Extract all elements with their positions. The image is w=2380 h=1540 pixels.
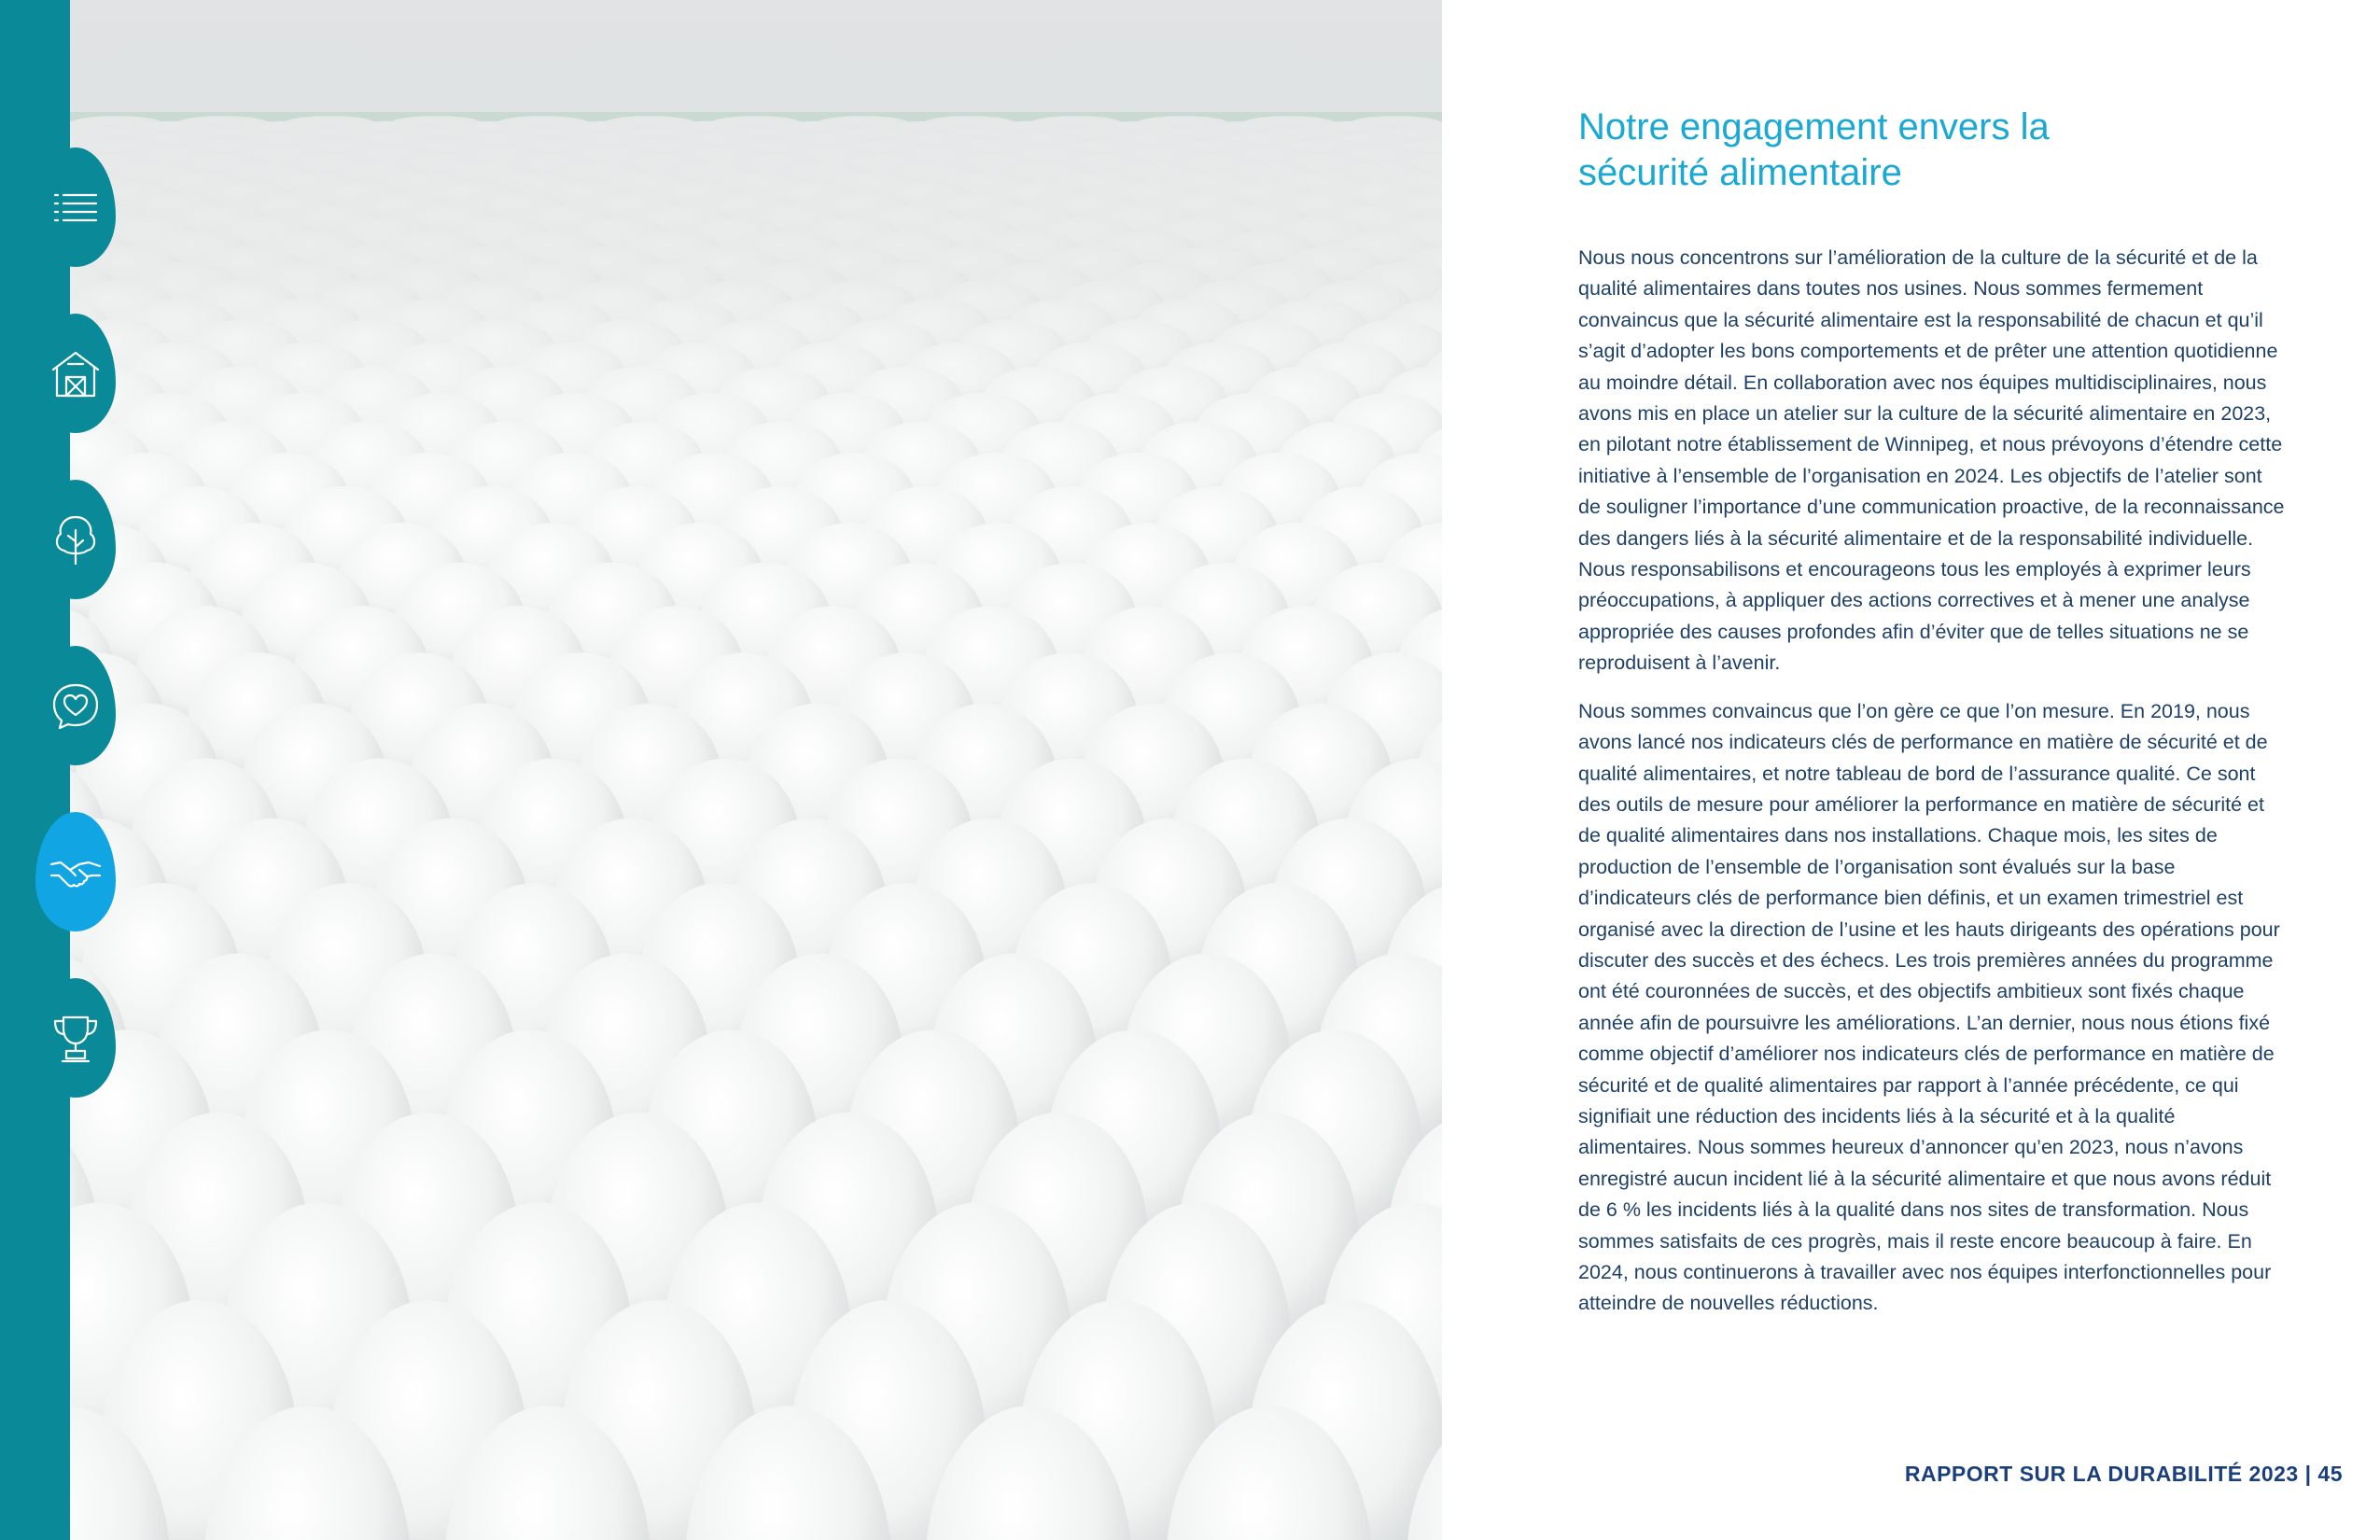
list-icon: [48, 179, 104, 235]
title-line-1: Notre engagement envers la: [1578, 106, 2050, 147]
article: [1578, 105, 2288, 1320]
heart-icon: [48, 678, 104, 734]
handshake-icon: [48, 844, 104, 900]
page-title: [1578, 105, 2288, 196]
report-title: RAPPORT SUR LA DURABILITÉ 2023: [1904, 1462, 2299, 1486]
paragraph-2: Nous sommes convaincus que l’on gère ce que l’on mesure. En 2019, nous avons lancé nos indicateurs clés de performance en matière de sécurité et de qualité alimentaires, et notre tableau de bord de l’assurance qualité. Ce sont des outils de mesure pour améliorer la performance en matière de sécurité et de qualité alimentaires dans nos installations. Chaque mois, les sites de production de l’ensemble de l’organisation sont évalués sur la base d’indicateurs clés de performance bien définis, et un examen trimestriel est organisé avec la direction de l’usine et les hauts dirigeants des opérations pour discuter des succès et des échecs. Les trois premières années du programme ont été couronnées de succès, et des objectifs ambitieux sont fixés chaque année afin de poursuivre les améliorations. L’an dernier, nous nous étions fixé comme objectif d’améliorer nos indicateurs clés de performance en matière de sécurité et de qualité alimentaires par rapport à l’année précédente, ce qui signifiait une réduction des incidents liés à la sécurité et à la qualité alimentaires. Nous sommes heureux d’annoncer qu’en 2023, nous n’avons enregistré aucun incident lié à la sécurité alimentaire et que nous avons réduit de 6 % les incidents liés à la qualité dans nos sites de transformation. Nous sommes satisfaits de ces progrès, mais il reste encore beaucoup à faire. En 2024, nous continuerons à travailler avec nos équipes interfonctionnelles pour atteindre de nouvelles réductions.: [1578, 699, 2280, 1315]
egg-trays-photo: [70, 0, 1442, 1540]
tree-icon: [48, 511, 104, 567]
footer-separator: |: [2304, 1462, 2312, 1486]
barn-icon: [48, 345, 104, 401]
title-line-2: sécurité alimentaire: [1578, 152, 1902, 193]
page-footer: [1905, 1462, 2343, 1487]
trophy-icon: [48, 1010, 104, 1066]
paragraph-1: Nous nous concentrons sur l’amélioration de la culture de la sécurité et de la qualité alimentaires dans toutes nos usines. Nous sommes fermement convaincus que la sécurité alimentaire est la responsabilité de chacun et qu’il s’agit d’adopter les bons comportements et de prêter une attention quotidienne au moindre détail. En collaboration avec nos équipes multidisciplinaires, nous avons mis en place un atelier sur la culture de la sécurité alimentaire en 2023, en pilotant notre établissement de Winnipeg, et nous prévoyons d’étendre cette initiative à l’ensemble de l’organisation en 2024. Les objectifs de l’atelier sont de souligner l’importance d’une communication proactive, de la reconnaissance des dangers liés à la sécurité alimentaire et de la responsabilité individuelle. Nous responsabilisons et encourageons tous les employés à exprimer leurs préoccupations, à appliquer des actions correctives et à mener une analyse appropriée des causes profondes afin d’éviter que de telles situations ne se reproduisent à l’avenir.: [1578, 246, 2285, 675]
page-number: 45: [2317, 1462, 2343, 1486]
